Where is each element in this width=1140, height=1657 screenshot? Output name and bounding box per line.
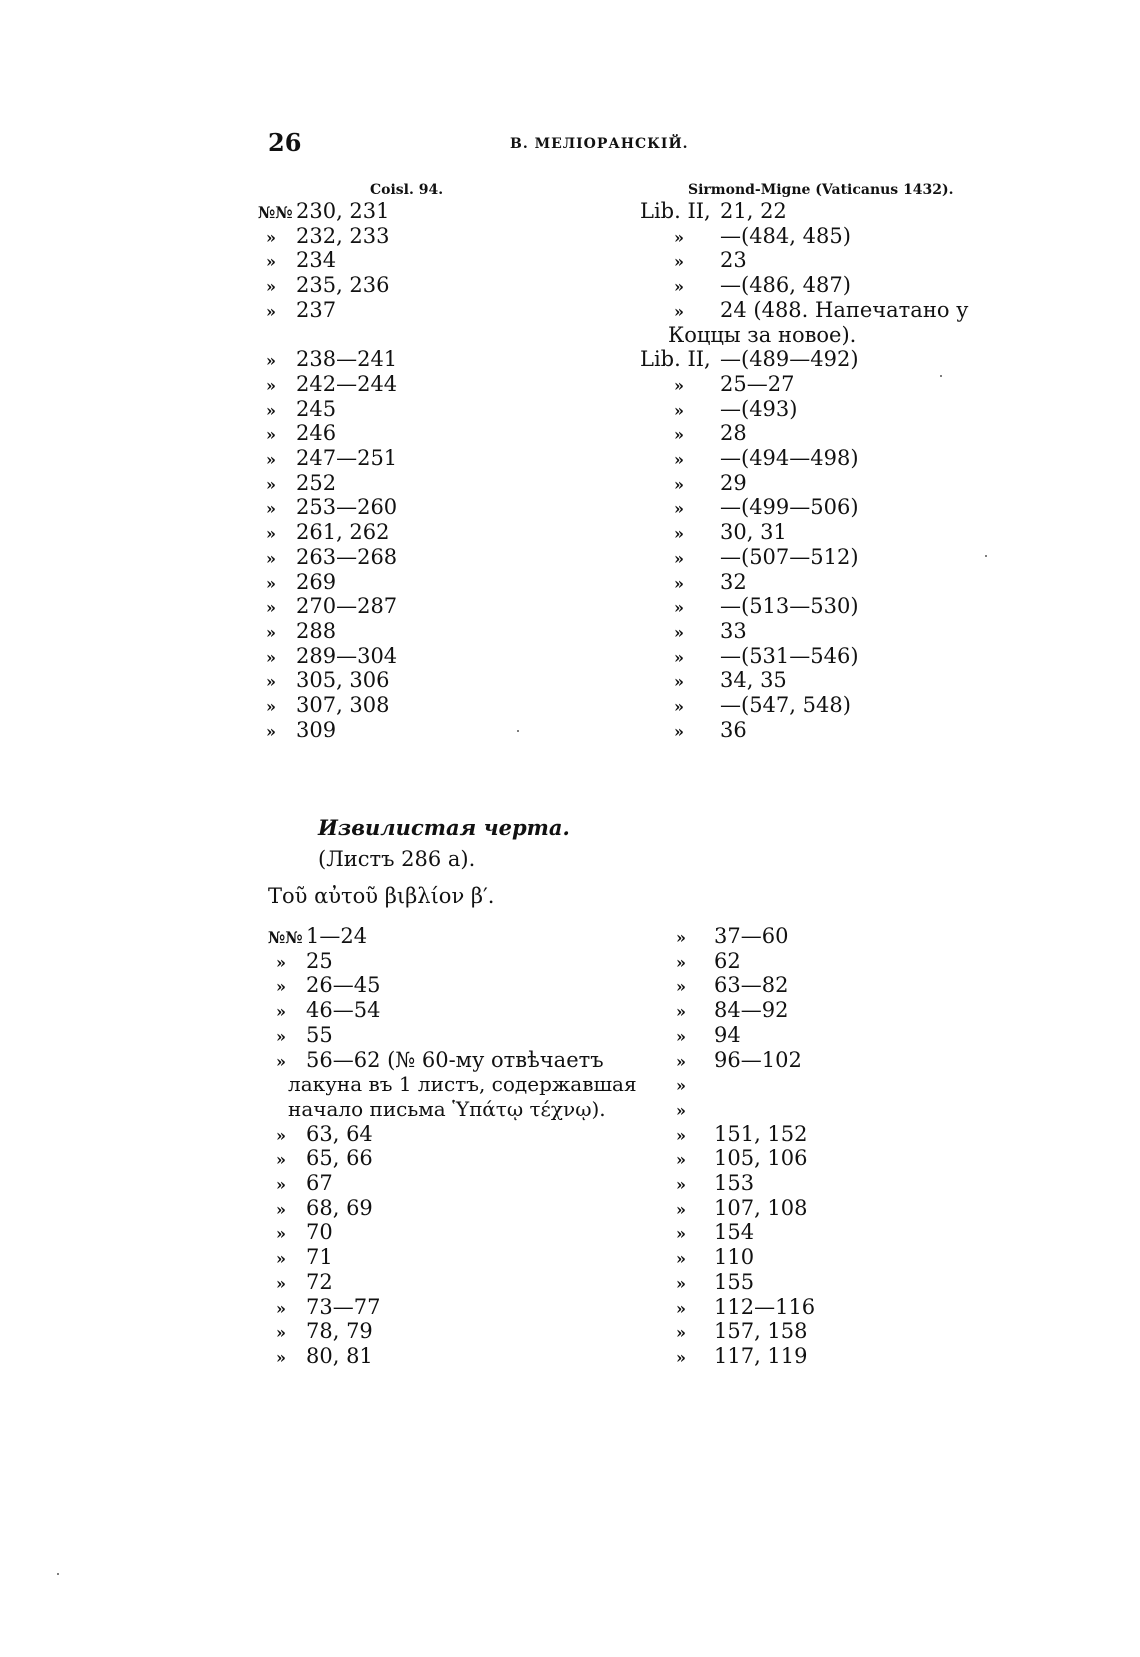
row-value: 269: [296, 569, 337, 594]
print-speck: [985, 555, 987, 557]
row-marker: »: [674, 252, 684, 272]
row-value: —(484, 485): [720, 223, 851, 248]
row-value: 230, 231: [296, 199, 390, 223]
row-marker: »: [674, 375, 684, 395]
table-row: [640, 470, 747, 496]
row-value: 238—241: [296, 347, 398, 372]
row-marker: »: [674, 277, 684, 297]
table-row: [268, 1121, 373, 1147]
table-row: [258, 445, 397, 471]
table-row: [268, 1170, 333, 1196]
table-row: [258, 569, 336, 595]
table-row: [668, 1170, 754, 1196]
table-row: [668, 1244, 754, 1270]
table-row: [258, 593, 397, 619]
row-value: 24 (488. Напечатано у: [720, 297, 969, 322]
row-marker: »: [266, 227, 276, 247]
row-marker: »: [674, 622, 684, 642]
table-row: [640, 494, 859, 520]
row-value: 30, 31: [720, 520, 787, 545]
table-row: [640, 198, 787, 224]
row-marker: »: [674, 721, 684, 741]
row-marker: Lib. II,: [640, 199, 711, 223]
table-row: [268, 1318, 373, 1344]
row-marker: »: [676, 1002, 686, 1022]
row-marker: »: [674, 400, 684, 420]
row-marker: »: [676, 1249, 686, 1269]
row-marker: »: [674, 598, 684, 618]
row-marker: »: [266, 375, 276, 395]
print-speck: [940, 375, 942, 377]
row-value: 270—287: [296, 594, 398, 619]
row-value: 63, 64: [306, 1121, 373, 1146]
table-row: [258, 494, 397, 520]
row-marker: »: [676, 1273, 686, 1293]
table-row: [258, 198, 390, 224]
row-value: 242—244: [296, 371, 398, 396]
row-marker: »: [276, 1199, 286, 1219]
table-row: [258, 618, 336, 644]
row-marker: »: [676, 1051, 686, 1071]
row-value: начало письма Ὑπάτῳ τέχνῳ).: [288, 1096, 606, 1121]
table-row: [668, 1294, 815, 1320]
table-row: [258, 272, 390, 298]
table-row: [668, 1195, 808, 1221]
table-row: [258, 667, 390, 693]
table-row: [668, 1047, 802, 1073]
row-marker: »: [276, 1175, 286, 1194]
table-row: [640, 692, 851, 718]
row-value: 65, 66: [306, 1146, 373, 1171]
row-marker: »: [676, 1323, 686, 1343]
row-value: 32: [720, 569, 747, 594]
row-value: 73—77: [306, 1294, 381, 1319]
row-marker: »: [266, 622, 276, 642]
row-value: 28: [720, 421, 747, 446]
table-row: [268, 1269, 333, 1295]
row-value: 289—304: [296, 643, 398, 668]
row-marker: »: [266, 697, 276, 716]
row-marker: »: [276, 1298, 286, 1318]
table-row: [268, 1145, 373, 1171]
row-value: 105, 106: [714, 1146, 808, 1171]
page-number: 26: [268, 128, 302, 157]
right-column-heading: Sirmond-Migne (Vaticanus 1432).: [688, 182, 954, 198]
row-marker: »: [276, 1125, 286, 1145]
table-row: [258, 643, 397, 669]
row-marker: »: [674, 697, 684, 716]
table-row: [268, 972, 380, 998]
row-value: 21, 22: [720, 199, 787, 223]
table-row: [668, 972, 788, 998]
row-value: 261, 262: [296, 520, 390, 545]
table-row: [640, 272, 851, 298]
table-row: [640, 322, 856, 348]
leaf-note: (Листъ 286 а).: [318, 847, 476, 871]
row-marker: »: [674, 647, 684, 667]
table-row: [268, 1022, 333, 1048]
row-marker: »: [266, 573, 276, 593]
row-value: 63—82: [714, 973, 789, 998]
row-marker: »: [676, 1150, 686, 1170]
row-value: 305, 306: [296, 668, 390, 693]
row-value: 235, 236: [296, 273, 390, 298]
table-row: [640, 544, 859, 570]
row-marker: »: [676, 1026, 686, 1046]
table-row: [640, 247, 747, 273]
row-marker: »: [674, 524, 684, 544]
table-row: [640, 420, 747, 446]
row-value: 253—260: [296, 495, 398, 520]
table-row: [640, 667, 787, 693]
left-column-heading: Coisl. 94.: [370, 182, 444, 198]
table-row: [668, 1071, 714, 1097]
table-row: [640, 445, 859, 471]
row-marker: »: [266, 450, 276, 469]
row-value: 25—27: [720, 371, 795, 396]
row-value: 307, 308: [296, 693, 390, 717]
row-marker: №№: [258, 203, 293, 222]
table-row: [640, 371, 794, 397]
row-marker: »: [266, 252, 276, 272]
row-value: 157, 158: [714, 1319, 808, 1344]
row-value: 70: [306, 1220, 333, 1245]
row-marker: »: [276, 1051, 286, 1071]
row-value: —(493): [720, 396, 798, 421]
table-row: [668, 1219, 754, 1245]
row-value: 232, 233: [296, 223, 390, 248]
row-marker: »: [676, 1347, 686, 1367]
row-marker: »: [276, 1150, 286, 1170]
table-row: [268, 948, 333, 974]
row-value: —(499—506): [720, 495, 859, 520]
row-marker: Lib. II,: [640, 347, 711, 372]
row-value: 46—54: [306, 998, 381, 1023]
table-row: [640, 346, 859, 372]
row-marker: »: [266, 672, 276, 692]
row-marker: »: [276, 1249, 286, 1269]
row-value: 263—268: [296, 544, 398, 569]
table-row: [640, 297, 969, 323]
row-marker: »: [266, 301, 276, 321]
table-row: [268, 923, 367, 949]
row-marker: »: [674, 227, 684, 247]
row-marker: »: [674, 548, 684, 568]
row-value: 288: [296, 618, 337, 643]
row-marker: »: [676, 1076, 686, 1096]
row-value: 80, 81: [306, 1343, 373, 1368]
table-row: [668, 1022, 741, 1048]
table-row: [268, 1294, 380, 1320]
row-value: 154: [714, 1220, 755, 1245]
row-marker: »: [266, 277, 276, 297]
row-value: лакуна въ 1 листъ, содержавшая: [288, 1072, 637, 1097]
row-marker: »: [276, 1002, 286, 1022]
table-row: [640, 618, 747, 644]
table-row: [640, 593, 859, 619]
row-value: 117, 119: [714, 1343, 808, 1368]
row-value: 36: [720, 717, 747, 742]
row-marker: »: [676, 977, 686, 997]
row-marker: »: [276, 1323, 286, 1343]
row-value: 112—116: [714, 1294, 816, 1319]
table-row: [258, 420, 336, 446]
greek-title: Τοῦ αὐτοῦ βιβλίον β′.: [268, 884, 495, 908]
row-marker: »: [266, 524, 276, 544]
print-speck: [57, 1573, 59, 1575]
row-value: 96—102: [714, 1047, 802, 1072]
table-row: [640, 519, 787, 545]
row-marker: »: [266, 474, 276, 494]
row-value: 245: [296, 396, 337, 421]
row-value: 37—60: [714, 924, 789, 948]
row-marker: »: [266, 400, 276, 420]
row-marker: »: [676, 952, 686, 972]
table-row: [668, 1145, 808, 1171]
table-row: [258, 717, 336, 743]
row-value: 153: [714, 1171, 755, 1195]
row-marker: »: [266, 721, 276, 741]
table-row: [258, 371, 397, 397]
row-marker: »: [676, 928, 686, 947]
table-row: [258, 247, 336, 273]
row-value: 234: [296, 248, 337, 273]
row-value: 71: [306, 1245, 333, 1270]
row-marker: »: [276, 977, 286, 997]
row-marker: »: [674, 499, 684, 519]
row-value: 56—62 (№ 60-му отвѣчаетъ: [306, 1047, 604, 1072]
row-value: 246: [296, 421, 337, 446]
table-row: [258, 223, 390, 249]
row-value: —(507—512): [720, 544, 859, 569]
table-row: [640, 396, 797, 422]
table-row: [668, 1318, 808, 1344]
row-value: Коццы за новое).: [668, 322, 857, 347]
row-value: 309: [296, 717, 337, 742]
row-value: 252: [296, 470, 337, 495]
row-marker: »: [676, 1125, 686, 1145]
row-marker: »: [266, 425, 276, 445]
row-marker: »: [676, 1100, 686, 1120]
table-row: [258, 396, 336, 422]
row-value: 23: [720, 248, 747, 273]
row-value: 62: [714, 948, 741, 973]
row-value: 55: [306, 1022, 333, 1047]
table-row: [668, 923, 788, 949]
table-row: [668, 997, 788, 1023]
table-row: [258, 470, 336, 496]
table-row: [668, 1096, 714, 1122]
row-marker: »: [276, 1224, 286, 1244]
row-value: 94: [714, 1022, 741, 1047]
row-value: —(486, 487): [720, 273, 851, 298]
row-value: 72: [306, 1269, 333, 1294]
row-value: —(489—492): [720, 347, 859, 372]
table-row: [668, 948, 741, 974]
row-marker: »: [676, 1175, 686, 1194]
running-title: В. МЕЛІОРАНСКІЙ.: [510, 136, 689, 152]
row-value: 68, 69: [306, 1195, 373, 1220]
row-marker: »: [674, 301, 684, 321]
row-value: —(531—546): [720, 643, 859, 668]
table-row: [640, 223, 851, 249]
table-row: [268, 1343, 373, 1369]
row-value: 34, 35: [720, 668, 787, 693]
row-marker: »: [276, 1026, 286, 1046]
row-marker: »: [266, 598, 276, 618]
table-row: [268, 1096, 606, 1122]
row-marker: »: [266, 647, 276, 667]
row-marker: »: [676, 1224, 686, 1244]
table-row: [640, 717, 747, 743]
print-speck: [517, 730, 519, 732]
table-row: [258, 692, 390, 718]
table-row: [268, 1195, 373, 1221]
row-value: 84—92: [714, 998, 789, 1023]
row-value: 237: [296, 297, 337, 322]
row-value: 151, 152: [714, 1121, 808, 1146]
row-value: 33: [720, 618, 747, 643]
row-value: 67: [306, 1171, 333, 1195]
table-row: [668, 1343, 808, 1369]
table-row: [268, 1071, 637, 1097]
row-marker: »: [674, 474, 684, 494]
table-row: [268, 1047, 604, 1073]
row-value: —(513—530): [720, 594, 859, 619]
row-value: 25: [306, 948, 333, 973]
row-marker: »: [674, 672, 684, 692]
row-marker: »: [276, 1347, 286, 1367]
table-row: [258, 346, 397, 372]
row-marker: »: [674, 425, 684, 445]
table-row: [668, 1121, 808, 1147]
table-row: [668, 1269, 754, 1295]
row-value: —(494—498): [720, 446, 859, 470]
table-row: [640, 569, 747, 595]
table-row: [268, 997, 380, 1023]
row-marker: »: [676, 1199, 686, 1219]
row-value: 247—251: [296, 446, 398, 470]
row-value: 26—45: [306, 973, 381, 998]
table-row: [640, 643, 859, 669]
row-marker: №№: [268, 928, 303, 947]
row-marker: »: [266, 351, 276, 371]
row-marker: »: [674, 450, 684, 469]
table-row: [268, 1219, 333, 1245]
table-row: [258, 297, 336, 323]
row-marker: »: [266, 499, 276, 519]
table-row: [258, 544, 397, 570]
row-marker: »: [276, 1273, 286, 1293]
row-value: 107, 108: [714, 1195, 808, 1220]
row-marker: »: [266, 548, 276, 568]
row-value: —(547, 548): [720, 693, 851, 717]
row-marker: »: [276, 952, 286, 972]
row-value: 155: [714, 1269, 755, 1294]
row-value: 110: [714, 1245, 755, 1270]
table-row: [258, 519, 390, 545]
row-value: 29: [720, 470, 747, 495]
row-value: 1—24: [306, 924, 368, 948]
row-marker: »: [674, 573, 684, 593]
row-marker: »: [676, 1298, 686, 1318]
row-value: 78, 79: [306, 1319, 373, 1344]
table-row: [268, 1244, 333, 1270]
italic-heading: Извилистая черта.: [318, 815, 570, 840]
